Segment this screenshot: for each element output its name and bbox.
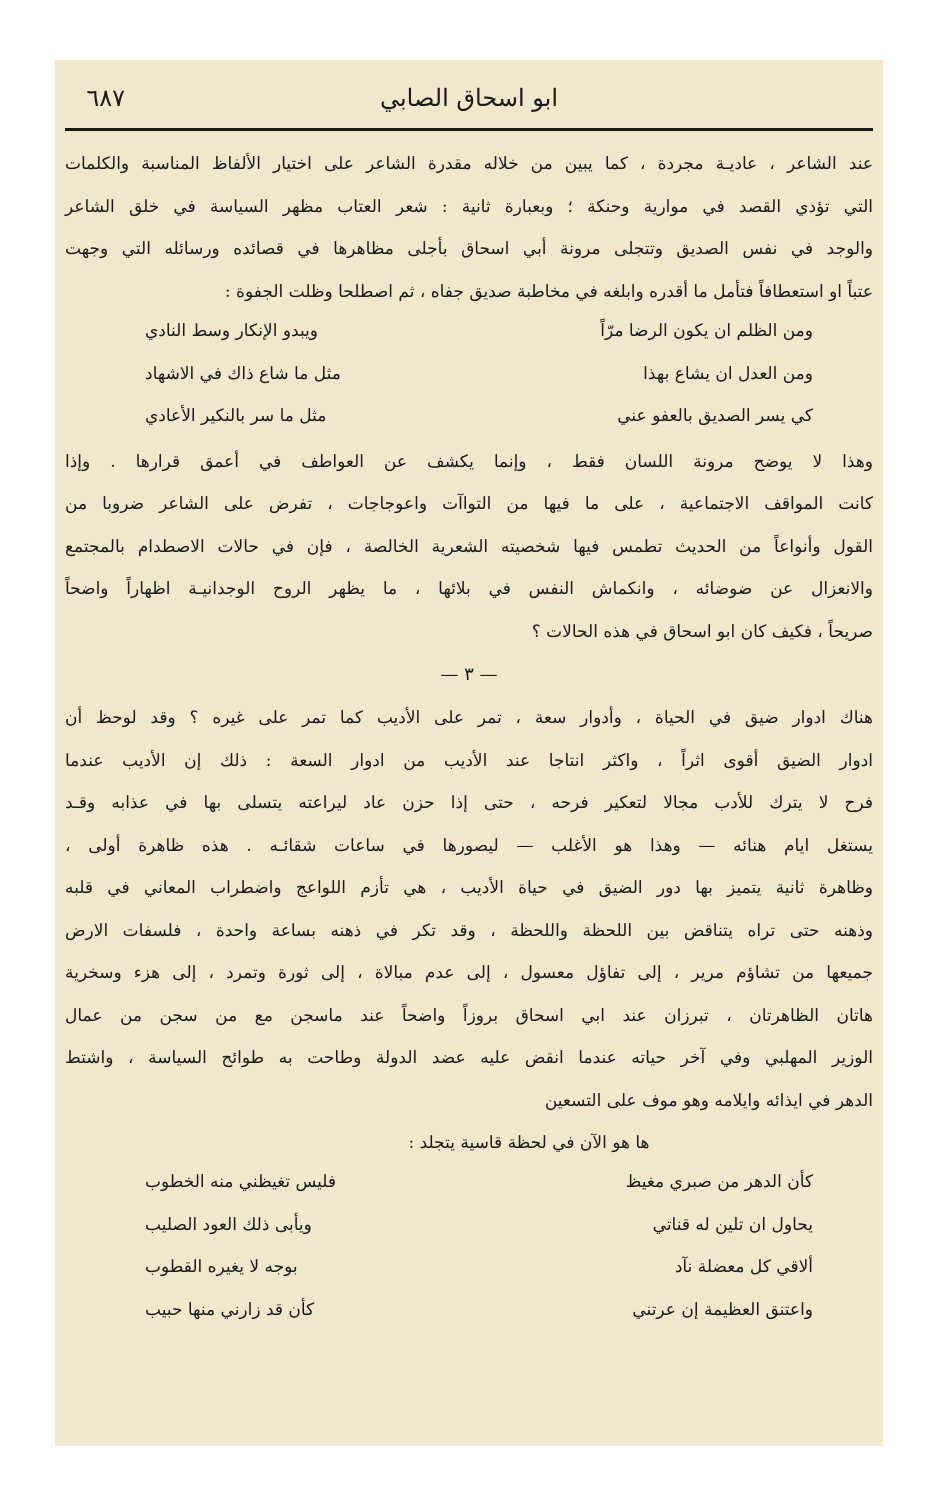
poem-2-intro: ها هو الآن في لحظة قاسية يتجلد :: [408, 1133, 650, 1153]
text-line: الدهر في ايذائه وايلامه وهو موف على التسعين: [544, 1090, 873, 1111]
text-line: وذهنه حتى تراه يتناقض بين اللحظة واللحظة ، وقد تكر في ذهنه بساعة واحدة ، فلسفات الارض: [65, 920, 873, 941]
text-line: ادوار الضيق أقوى اثراً ، واكثر انتاجا عند الأديب من ادوار السعة : ذلك إن الأديب عندما: [65, 750, 873, 771]
verse-line: [65, 1207, 873, 1250]
text-line: جميعها من تشاؤم مرير ، إلى تفاؤل معسول ، إلى عدم مبالاة ، إلى ثورة وتمرد ، إلى هزء وسخرية: [65, 963, 873, 983]
verse-line: [65, 1164, 873, 1207]
poem-1: [65, 313, 873, 441]
verse-line: [65, 1249, 873, 1292]
page-number: ٦٨٧: [86, 84, 125, 112]
second-hemistich: مثل ما سر بالنكير الأعادي: [145, 406, 327, 426]
first-hemistich: كأن الدهر من صبري مغيظ: [625, 1172, 813, 1192]
first-hemistich: كي يسر الصديق بالعفو عني: [617, 406, 813, 426]
second-hemistich: بوجه لا يغيره القطوب: [145, 1257, 298, 1277]
poem-2: [65, 1164, 873, 1334]
text-line: الوزير المهلبي وفي آخر حياته عندما انقض عليه عضد الدولة وطاحت به طوائح السياسة ، واشتط: [65, 1048, 873, 1068]
text-line: عند الشاعر ، عاديـة مجردة ، كما يبين من خلاله مقدرة الشاعر على اختيار الألفاظ المناسبة والكلمات: [65, 154, 873, 174]
text-line: القول وأنواعاً من الحديث تطمس فيها شخصيته الشعرية الخالصة ، فإن في حالات الاصطدام بالمجتمع: [65, 536, 873, 557]
header-rule: [65, 128, 873, 131]
second-hemistich: ويأبى ذلك العود الصليب: [145, 1214, 312, 1235]
text-line: التي تؤدي القصد في موارية وحنكة ؛ وبعبارة ثانية : شعر العتاب مظهر السياسة في خلق الشاعر: [65, 196, 873, 217]
verse-line: [65, 398, 873, 441]
book-page: [55, 60, 883, 1446]
first-hemistich: ألاقي كل معضلة نآد: [674, 1257, 813, 1277]
text-line: وظاهرة ثانية يتميز بها دور الضيق في حياة الأديب ، هي تأزم اللواعج واضطراب المعاني في قلبه: [65, 878, 873, 898]
page-header: [65, 78, 873, 118]
section-number: — ٣ —: [440, 664, 498, 685]
text-line: صريحاً ، فكيف كان ابو اسحاق في هذه الحالات ؟: [531, 621, 873, 642]
second-hemistich: كأن قد زارني منها حبيب: [145, 1299, 315, 1320]
second-hemistich: فليس تغيظني منه الخطوب: [145, 1172, 337, 1192]
text-line: والانعزال عن ضوضائه ، وانكماش النفس في بلائها ، ما يظهر الروح الوجدانيـة اظهاراً واضحاً: [65, 579, 873, 599]
verse-line: [65, 313, 873, 356]
paragraph-4: [65, 995, 873, 1123]
text-line: فرح لا يترك للأدب مجالا لتعكير فرحه ، حتى إذا حزن عاد ليراعته يتسلى بها في عذابه وقـد: [65, 793, 873, 813]
text-line: هاتان الظاهرتان ، تبرزان عند ابي اسحاق بروزاً واضحاً عند ماسجن مع من سجن من عمال: [65, 1005, 873, 1026]
verse-line: [65, 356, 873, 399]
verse-line: [65, 1292, 873, 1335]
second-hemistich: ويبدو الإنكار وسط النادي: [145, 321, 319, 341]
text-line: يستغل ايام هنائه — وهذا هو الأغلب — ليصورها في ساعات شقائـه . هذه ظاهرة أولى ،: [65, 835, 873, 856]
paragraph-2: [65, 441, 873, 654]
paragraph-3: [65, 697, 873, 995]
text-line: هناك ادوار ضيق في الحياة ، وأدوار سعة ، تمر على الأديب كما تمر على غيره ؟ وقد لوحظ أن: [65, 708, 873, 728]
running-title: ابو اسحاق الصابي: [380, 84, 558, 112]
paragraph-1: [65, 143, 873, 313]
text-line: وهذا لا يوضح مرونة اللسان فقط ، وإنما يكشف عن العواطف في أعمق قرارها . وإذا: [65, 451, 873, 472]
first-hemistich: واعتنق العظيمة إن عرتني: [632, 1299, 813, 1320]
first-hemistich: ومن العدل ان يشاع بهذا: [643, 363, 813, 384]
first-hemistich: يحاول ان تلين له قناتي: [652, 1214, 813, 1235]
text-line: كانت المواقف الاجتماعية ، على ما فيها من التواآت واعوجاجات ، تفرض على الشاعر ضروبا من: [65, 494, 873, 514]
text-line: والوجد في نفس الصديق وتتجلى مرونة أبي اسحاق بأجلى مظاهرها في قصائده ورسائله التي وجهت: [65, 239, 873, 259]
text-line: عتباً او استعطافاً فتأمل ما أقدره وابلغه في مخاطبة صديق جفاه ، ثم اصطلحا وظلت الجفوة :: [224, 281, 873, 302]
second-hemistich: مثل ما شاع ذاك في الاشهاد: [145, 363, 341, 384]
first-hemistich: ومن الظلم ان يكون الرضا مرّاً: [600, 321, 813, 341]
